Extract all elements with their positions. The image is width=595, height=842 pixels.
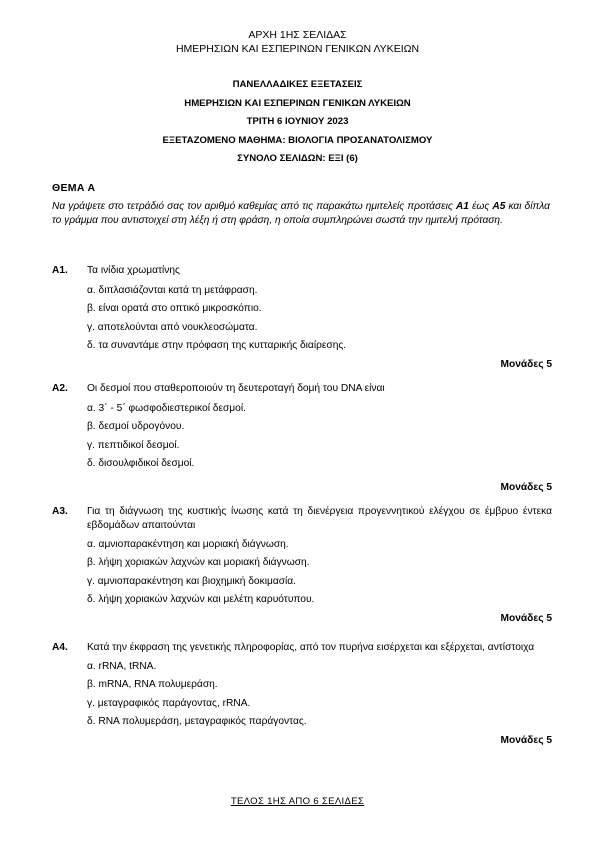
question-stem: Οι δεσμοί που σταθεροποιούν τη δευτεροταγή δομή του DNA είναι [87, 383, 385, 394]
option-a: α. 3΄ - 5΄ φωσφοδιεστερικοί δεσμοί. [87, 403, 246, 414]
option-a: α. αμνιοπαρακέντηση και μοριακή διάγνωση. [87, 539, 289, 550]
option-b: β. είναι ορατά στο οπτικό μικροσκόπιο. [87, 303, 262, 315]
options-list [87, 402, 552, 475]
theme-title: ΘΕΜΑ Α [52, 182, 96, 194]
question-a2 [52, 382, 552, 495]
option-a: α. rRNA, tRNA. [87, 661, 157, 672]
page-header-line1: ΑΡΧΗ 1ΗΣ ΣΕΛΙΔΑΣ [248, 29, 347, 41]
options-list [87, 538, 552, 611]
exam-header [0, 76, 595, 169]
option-c: γ. αμνιοπαρακέντηση και βιοχημική δοκιμασία. [87, 575, 296, 587]
marks-label: Μονάδες 5 [500, 359, 552, 371]
question-a3 [52, 505, 552, 626]
option-b: β. λήψη χοριακών λαχνών και μοριακή διάγνωση. [87, 557, 310, 569]
option-d: δ. λήψη χοριακών λαχνών και μελέτη καρυότυπου. [87, 593, 315, 605]
question-number: Α1. [52, 265, 68, 276]
question-stem: Κατά την έκφραση της γενετικής πληροφορίας, από τον πυρήνα εισέρχεται και εξέρχεται, αντίστοιχα [87, 642, 535, 653]
option-c: γ. πεπτιδικοί δεσμοί. [87, 439, 180, 451]
option-d: δ. δισουλφιδικοί δεσμοί. [87, 457, 195, 469]
question-a1 [52, 264, 552, 372]
instructions-bold-a1: Α1 [455, 201, 469, 212]
option-d: δ. RNA πολυμεράση, μεταγραφικός παράγοντας. [87, 715, 307, 727]
question-number: Α2. [52, 383, 68, 394]
options-list [87, 284, 552, 357]
page-header [0, 29, 595, 56]
question-number: Α3. [52, 506, 68, 517]
options-list [87, 660, 552, 733]
theme-instructions [52, 200, 550, 228]
exam-subject: ΕΞΕΤΑΖΟΜΕΝΟ ΜΑΘΗΜΑ: ΒΙΟΛΟΓΙΑ ΠΡΟΣΑΝΑΤΟΛΙΣΜΟΥ [162, 134, 433, 146]
marks-label: Μονάδες 5 [500, 613, 552, 625]
option-c: γ. αποτελούνται από νουκλεοσώματα. [87, 321, 258, 333]
option-a: α. διπλασιάζονται κατά τη μετάφραση. [87, 285, 258, 296]
question-number: Α4. [52, 642, 68, 653]
exam-schools: ΗΜΕΡΗΣΙΩΝ ΚΑΙ ΕΣΠΕΡΙΝΩΝ ΓΕΝΙΚΩΝ ΛΥΚΕΙΩΝ [184, 97, 411, 109]
instructions-bold-a5: Α5 [492, 201, 506, 212]
page-footer: ΤΕΛΟΣ 1ΗΣ ΑΠΟ 6 ΣΕΛΙΔΕΣ [230, 796, 365, 807]
option-c: γ. μεταγραφικός παράγοντας, rRNA. [87, 697, 251, 709]
marks-label: Μονάδες 5 [500, 735, 552, 747]
exam-date: ΤΡΙΤΗ 6 ΙΟΥΝΙΟΥ 2023 [246, 116, 349, 128]
option-b: β. mRNA, RNA πολυμεράση. [87, 679, 218, 691]
question-stem: Για τη διάγνωση της κυστικής ίνωσης κατά τη διενέργεια προγεννητικού ελέγχου σε έμβρυο έντεκα εβδομάδων απαιτούνται [87, 506, 552, 531]
exam-page-count: ΣΥΝΟΛΟ ΣΕΛΙΔΩΝ: ΕΞΙ (6) [237, 153, 358, 165]
question-a4 [52, 641, 552, 748]
marks-label: Μονάδες 5 [500, 482, 552, 494]
option-d: δ. τα συναντάμε στην πρόφαση της κυτταρικής διαίρεσης. [87, 339, 347, 351]
page-header-line2: ΗΜΕΡΗΣΙΩΝ ΚΑΙ ΕΣΠΕΡΙΝΩΝ ΓΕΝΙΚΩΝ ΛΥΚΕΙΩΝ [175, 42, 420, 55]
instructions-text-2: έως [468, 201, 493, 212]
instructions-text-1: Να γράψετε στο τετράδιό σας τον αριθμό καθεμίας από τις παρακάτω ημιτελείς προτάσεις [52, 201, 456, 212]
option-b: β. δεσμοί υδρογόνου. [87, 421, 185, 433]
question-stem: Τα ινίδια χρωματίνης [87, 265, 180, 276]
exam-title: ΠΑΝΕΛΛΑΔΙΚΕΣ ΕΞΕΤΑΣΕΙΣ [232, 79, 363, 90]
instructions-text-3: και δίπλα το γράμμα που αντιστοιχεί στη λέξη ή στη φράση, η οποία συμπληρώνει σωστά την ημιτελή πρόταση. [52, 201, 550, 226]
